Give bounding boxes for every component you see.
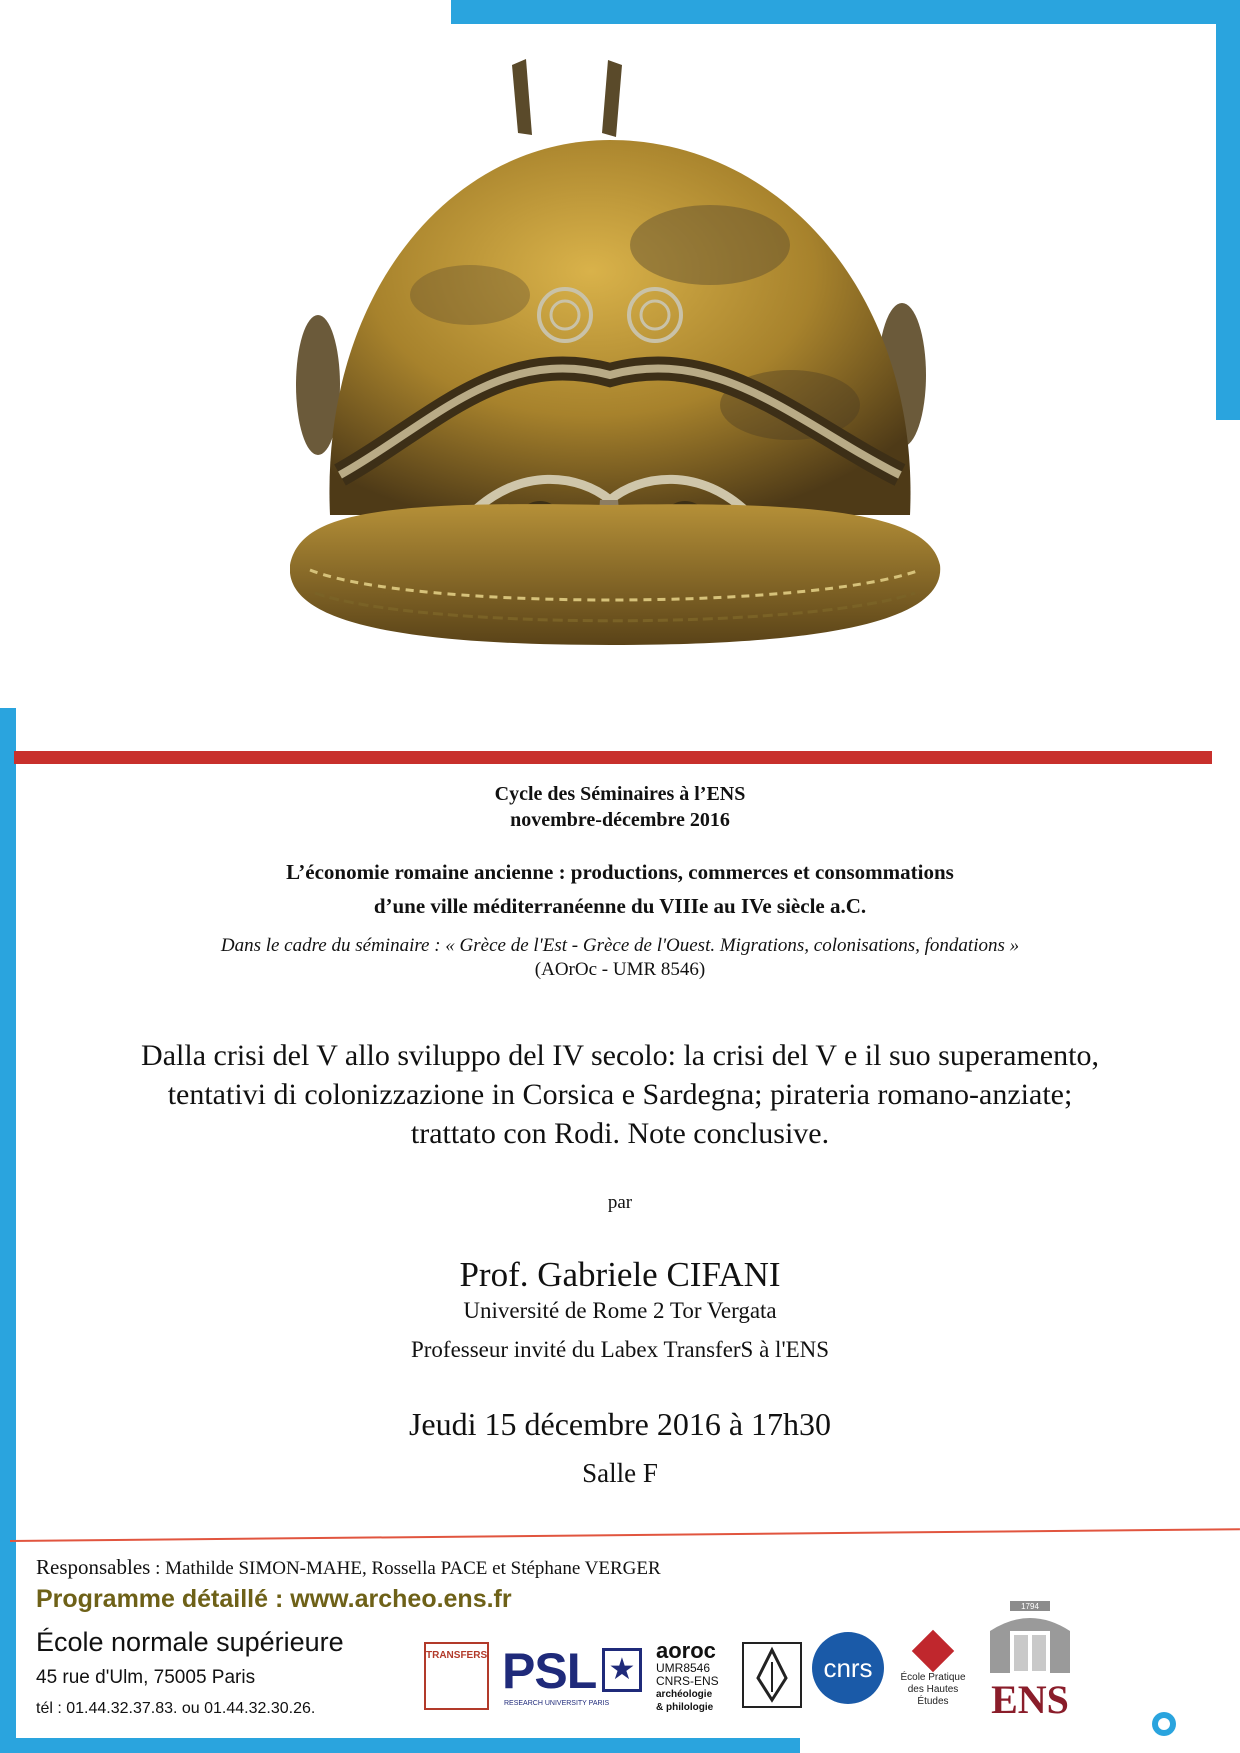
school-address: 45 rue d'Ulm, 75005 Paris bbox=[36, 1667, 256, 1688]
talk-title-line-2: tentativi di colonizzazione in Corsica e Sardegna; pirateria romano-anziate; bbox=[167, 1078, 1073, 1111]
school-phone: tél : 01.44.32.37.83. ou 01.44.32.30.26. bbox=[36, 1700, 316, 1717]
ephe-logo-line-1: École Pratique bbox=[900, 1672, 966, 1683]
ephe-logo bbox=[894, 1632, 972, 1714]
cycle-dates: novembre-décembre 2016 bbox=[510, 809, 730, 831]
aoroc-logo-philologie: & philologie bbox=[656, 1702, 714, 1713]
ens-year: 1794 bbox=[1021, 1602, 1039, 1611]
aoroc-logo bbox=[656, 1640, 736, 1712]
theme-line-1: L’économie romaine ancienne : productions, commerces et consommations bbox=[286, 860, 954, 884]
organizers-separator: : bbox=[150, 1558, 166, 1579]
aoroc-logo-umr: UMR8546 bbox=[656, 1661, 711, 1675]
top-accent-bar bbox=[451, 0, 1240, 24]
badge-icon bbox=[1152, 1712, 1176, 1736]
psl-logo bbox=[502, 1642, 644, 1710]
talk-title bbox=[0, 1036, 1240, 1153]
ens-building-icon bbox=[980, 1597, 1080, 1675]
bottom-accent-bar bbox=[0, 1738, 800, 1753]
red-divider bbox=[14, 751, 1212, 764]
ephe-logo-line-2: des Hautes Études bbox=[907, 1684, 959, 1707]
seminar-cycle bbox=[0, 781, 1240, 833]
ephe-diamond-icon bbox=[912, 1630, 954, 1672]
ens-logo bbox=[980, 1597, 1080, 1722]
organizers-names: Mathilde SIMON-MAHE, Rossella PACE et Stéphane VERGER bbox=[165, 1558, 661, 1579]
star-icon: ★ bbox=[602, 1648, 642, 1692]
by-label: par bbox=[607, 1192, 633, 1213]
footer-divider bbox=[10, 1528, 1240, 1542]
pen-nib-icon bbox=[742, 1642, 802, 1708]
theme-line-2: d’une ville méditerranéenne du VIIIe au IVe siècle a.C. bbox=[373, 894, 867, 918]
cycle-title: Cycle des Séminaires à l’ENS bbox=[494, 783, 746, 805]
aoroc-logo-cnrs-ens: CNRS-ENS bbox=[656, 1674, 719, 1688]
speaker-role: Professeur invité du Labex TransferS à l'ENS bbox=[410, 1337, 830, 1362]
speaker-university: Université de Rome 2 Tor Vergata bbox=[463, 1298, 777, 1323]
talk-title-line-1: Dalla crisi del V allo sviluppo del IV secolo: la crisi del V e il suo superamento, bbox=[141, 1039, 1099, 1072]
talk-title-line-3: trattato con Rodi. Note conclusive. bbox=[410, 1117, 830, 1150]
aoroc-logo-text: aoroc bbox=[656, 1638, 716, 1663]
event-room: Salle F bbox=[582, 1458, 658, 1488]
psl-logo-text: PSL bbox=[502, 1643, 597, 1699]
research-unit: (AOrOc - UMR 8546) bbox=[534, 959, 706, 980]
top-right-accent-bar bbox=[1216, 0, 1240, 420]
cnrs-logo: cnrs bbox=[812, 1632, 884, 1704]
event-date: Jeudi 15 décembre 2016 à 17h30 bbox=[408, 1406, 832, 1442]
psl-logo-subtitle: RESEARCH UNIVERSITY PARIS bbox=[504, 1700, 610, 1707]
speaker-name: Prof. Gabriele CIFANI bbox=[459, 1255, 781, 1294]
organizers bbox=[36, 1555, 661, 1580]
bronze-helmet-image bbox=[290, 45, 950, 695]
programme-link[interactable]: Programme détaillé : www.archeo.ens.fr bbox=[36, 1585, 512, 1613]
aoroc-logo-archeologie: archéologie bbox=[656, 1689, 713, 1700]
seminar-theme bbox=[0, 855, 1240, 923]
transfers-logo-text: TRANSFERS bbox=[426, 1650, 488, 1661]
transfers-logo bbox=[424, 1642, 489, 1710]
organizers-label: Responsables bbox=[36, 1555, 151, 1579]
ens-logo-text: ENS bbox=[991, 1677, 1069, 1722]
school-name: École normale supérieure bbox=[36, 1627, 344, 1657]
seminar-context: Dans le cadre du séminaire : « Grèce de l'Est - Grèce de l'Ouest. Migrations, colonisations, fondations » bbox=[220, 935, 1020, 956]
